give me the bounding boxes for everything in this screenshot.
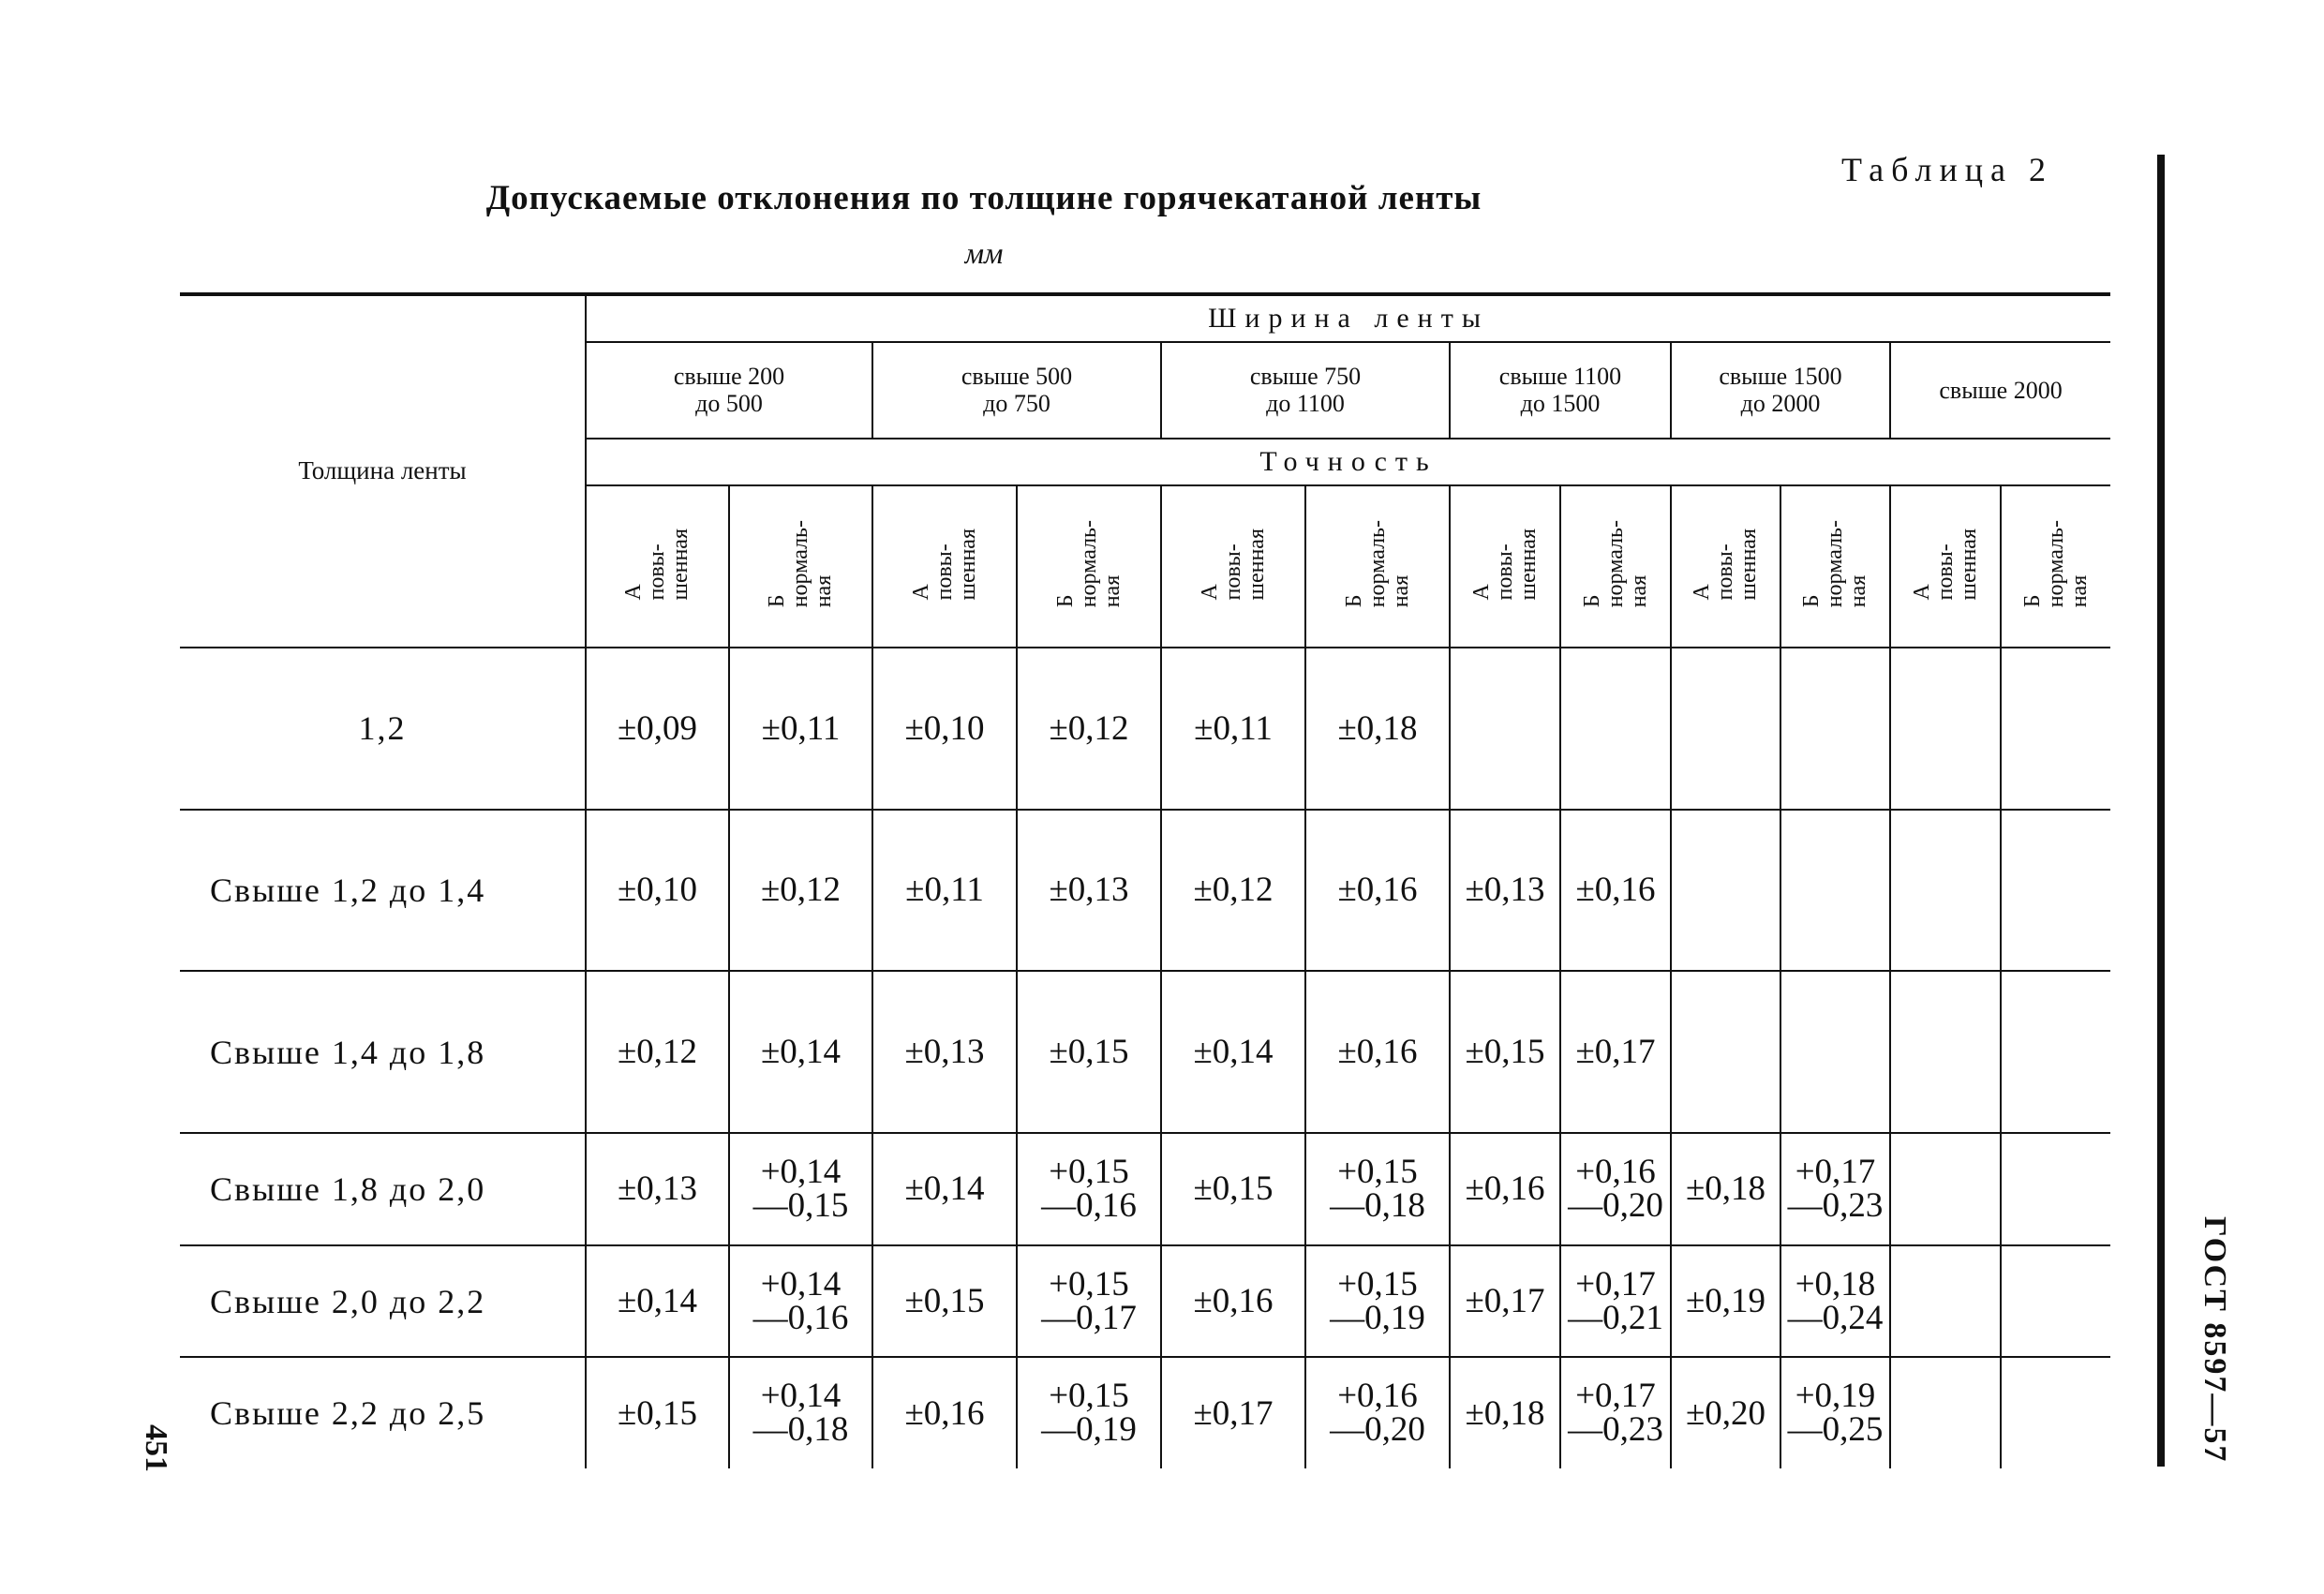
units-label: мм [964,236,1004,270]
tolerance-cell [1671,810,1780,972]
table-caption: Таблица 2 [1841,151,2053,188]
tolerance-cell: ±0,12 [1161,810,1305,972]
precision-label: Б нормаль- ная [2019,520,2092,608]
tolerance-cell: ±0,13 [1017,810,1161,972]
tolerance-cell: ±0,14 [586,1245,729,1358]
tolerance-cell: ±0,16 [1161,1245,1305,1358]
tolerance-cell: +0,18 —0,24 [1780,1245,1890,1358]
tolerance-cell: ±0,14 [729,971,872,1133]
width-range-header: свыше 750 до 1100 [1161,342,1450,438]
width-header: Ширина ленты [586,294,2110,342]
width-range-header: свыше 500 до 750 [872,342,1161,438]
tolerance-cell: ±0,10 [586,810,729,972]
tolerance-cell: ±0,15 [872,1245,1017,1358]
tolerance-cell: +0,16 —0,20 [1305,1357,1450,1468]
thickness-cell: Свыше 1,8 до 2,0 [180,1133,586,1245]
table-row [180,1133,2110,1245]
tolerance-cell: ±0,11 [729,648,872,810]
margin-rule [2157,155,2165,1467]
tolerance-cell: ±0,13 [872,971,1017,1133]
tolerance-cell [2001,1357,2110,1468]
tolerance-cell: +0,14 —0,18 [729,1357,872,1468]
tolerance-cell: +0,17 —0,23 [1780,1133,1890,1245]
tolerance-cell: ±0,12 [586,971,729,1133]
tolerance-cell [1890,648,2001,810]
thickness-header: Толщина ленты [180,294,586,648]
thickness-cell: 1,2 [180,648,586,810]
precision-b-header [2001,485,2110,648]
tolerance-cell: ±0,15 [1017,971,1161,1133]
precision-label: А повы- шенная [1690,528,1761,601]
tolerance-cell: ±0,19 [1671,1245,1780,1358]
tolerance-cell: ±0,18 [1305,648,1450,810]
tolerance-cell: ±0,20 [1671,1357,1780,1468]
tolerance-cell [1890,1133,2001,1245]
tolerance-cell: ±0,14 [872,1133,1017,1245]
tolerance-cell: +0,17 —0,21 [1560,1245,1671,1358]
tolerance-cell [1890,810,2001,972]
precision-b-header [729,485,872,648]
tolerance-cell: ±0,18 [1450,1357,1560,1468]
precision-a-header [1671,485,1780,648]
tolerance-cell [1890,1357,2001,1468]
width-range-header: свыше 1500 до 2000 [1671,342,1890,438]
table-row [180,1245,2110,1358]
tolerance-cell: ±0,16 [1450,1133,1560,1245]
table-row [180,1357,2110,1468]
tolerance-cell: ±0,17 [1560,971,1671,1133]
table-row [180,971,2110,1133]
tolerance-cell: ±0,14 [1161,971,1305,1133]
tolerance-cell: ±0,12 [1017,648,1161,810]
precision-b-header [1780,485,1890,648]
tolerance-cell [2001,1133,2110,1245]
page-number: 451 [139,1423,173,1472]
precision-label: Б нормаль- ная [1579,520,1651,608]
precision-label: Б нормаль- ная [1799,520,1870,608]
tolerance-cell: ±0,16 [1305,971,1450,1133]
table-row [180,648,2110,810]
tolerance-cell: ±0,15 [1450,971,1560,1133]
precision-label: А повы- шенная [621,528,693,601]
precision-header: Точность [586,439,2110,485]
tolerance-cell: ±0,09 [586,648,729,810]
tolerance-cell: ±0,16 [1305,810,1450,972]
precision-a-header [1161,485,1305,648]
tolerance-cell: +0,15 —0,19 [1305,1245,1450,1358]
tolerance-cell [2001,810,2110,972]
standard-label: ГОСТ 8597—57 [2197,1216,2232,1464]
tolerance-cell: ±0,11 [1161,648,1305,810]
tolerance-cell: +0,15 —0,18 [1305,1133,1450,1245]
tolerance-cell [2001,1245,2110,1358]
tolerance-cell: +0,16 —0,20 [1560,1133,1671,1245]
tolerance-cell [1890,971,2001,1133]
tolerance-cell: ±0,15 [1161,1133,1305,1245]
tolerance-cell [2001,971,2110,1133]
tolerance-cell: ±0,12 [729,810,872,972]
table-title: Допускаемые отклонения по толщине горячекатаной ленты [485,179,1482,217]
precision-label: А повы- шенная [1197,528,1269,601]
precision-label: Б нормаль- ная [765,520,836,608]
precision-b-header [1305,485,1450,648]
tolerance-cell: ±0,11 [872,810,1017,972]
table-row [180,810,2110,972]
width-range-header: свыше 2000 [1890,342,2110,438]
tolerance-cell: ±0,17 [1161,1357,1305,1468]
tolerance-cell: ±0,16 [1560,810,1671,972]
tolerance-cell: +0,15 —0,17 [1017,1245,1161,1358]
tolerance-cell: ±0,13 [586,1133,729,1245]
tolerance-cell: +0,14 —0,15 [729,1133,872,1245]
tolerance-cell: ±0,17 [1450,1245,1560,1358]
tolerance-cell: ±0,18 [1671,1133,1780,1245]
tolerance-cell: +0,14 —0,16 [729,1245,872,1358]
precision-a-header [586,485,729,648]
tolerance-cell [1560,648,1671,810]
thickness-cell: Свыше 1,4 до 1,8 [180,971,586,1133]
thickness-cell: Свыше 2,0 до 2,2 [180,1245,586,1358]
tolerance-cell [1450,648,1560,810]
precision-label: Б нормаль- ная [1341,520,1413,608]
tolerance-cell: +0,19 —0,25 [1780,1357,1890,1468]
tolerance-cell: +0,17 —0,23 [1560,1357,1671,1468]
tolerance-cell: ±0,13 [1450,810,1560,972]
tolerance-cell: ±0,10 [872,648,1017,810]
precision-label: А повы- шенная [1468,528,1541,601]
precision-label: А повы- шенная [908,528,980,601]
tolerance-cell [1780,971,1890,1133]
precision-b-header [1017,485,1161,648]
width-range-header: свыше 1100 до 1500 [1450,342,1671,438]
tolerance-cell [1780,810,1890,972]
tolerance-table [180,292,2110,1468]
thickness-cell: Свыше 2,2 до 2,5 [180,1357,586,1468]
tolerance-cell: +0,15 —0,19 [1017,1357,1161,1468]
thickness-cell: Свыше 1,2 до 1,4 [180,810,586,972]
width-range-header: свыше 200 до 500 [586,342,872,438]
precision-a-header [1450,485,1560,648]
tolerance-cell: ±0,16 [872,1357,1017,1468]
tolerance-cell [1671,971,1780,1133]
precision-a-header [872,485,1017,648]
tolerance-cell [1671,648,1780,810]
tolerance-cell [1780,648,1890,810]
precision-a-header [1890,485,2001,648]
precision-label: Б нормаль- ная [1052,520,1125,608]
precision-b-header [1560,485,1671,648]
tolerance-cell [2001,648,2110,810]
tolerance-cell: ±0,15 [586,1357,729,1468]
tolerance-cell [1890,1245,2001,1358]
tolerance-cell: +0,15 —0,16 [1017,1133,1161,1245]
precision-label: А повы- шенная [1909,528,1981,601]
